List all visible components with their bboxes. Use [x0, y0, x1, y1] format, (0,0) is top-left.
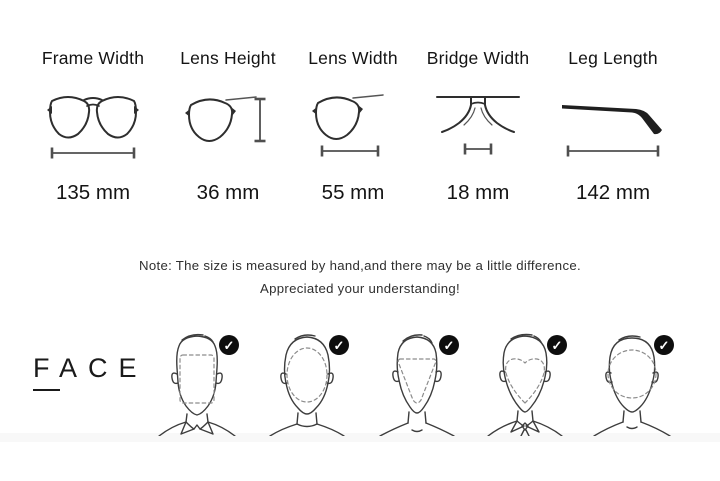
spec-label: Leg Length [568, 48, 658, 68]
spec-value: 18 mm [446, 181, 510, 204]
face-figure-triangle [367, 330, 467, 436]
spec-label: Bridge Width [426, 48, 530, 68]
note-line-2: Appreciated your understanding! [260, 281, 460, 296]
spec-label: Lens Width [308, 48, 398, 68]
spec-column-bridge-width [403, 44, 553, 234]
spec-label: Lens Height [180, 48, 276, 68]
face-figure-heart [475, 330, 575, 436]
check-icon: ✓ [329, 335, 349, 355]
lens-vertical-ruler-icon [163, 85, 293, 165]
spec-value: 135 mm [55, 181, 131, 204]
spec-column-frame-width [18, 44, 168, 234]
spec-column-leg-length [538, 44, 688, 234]
spec-value: 55 mm [321, 181, 385, 204]
check-icon: ✓ [654, 335, 674, 355]
face-figure-oval [257, 330, 357, 436]
face-figure-round [582, 330, 682, 436]
temple-arm-icon [548, 85, 678, 165]
face-heading-underline [33, 389, 60, 391]
check-icon: ✓ [439, 335, 459, 355]
glasses-front-icon [28, 85, 158, 165]
spec-value: 36 mm [196, 181, 260, 204]
face-section-heading [33, 355, 148, 391]
spec-label: Frame Width [41, 48, 145, 68]
check-icon: ✓ [547, 335, 567, 355]
lens-horizontal-ruler-icon [288, 85, 418, 165]
bridge-icon [413, 85, 543, 165]
spec-value: 142 mm [575, 181, 651, 204]
face-figure-square [147, 330, 247, 436]
check-icon: ✓ [219, 335, 239, 355]
measurement-note [0, 254, 720, 300]
note-line-1: Note: The size is measured by hand,and there may be a little difference. [139, 258, 581, 273]
face-heading-text: FACE [33, 353, 148, 383]
